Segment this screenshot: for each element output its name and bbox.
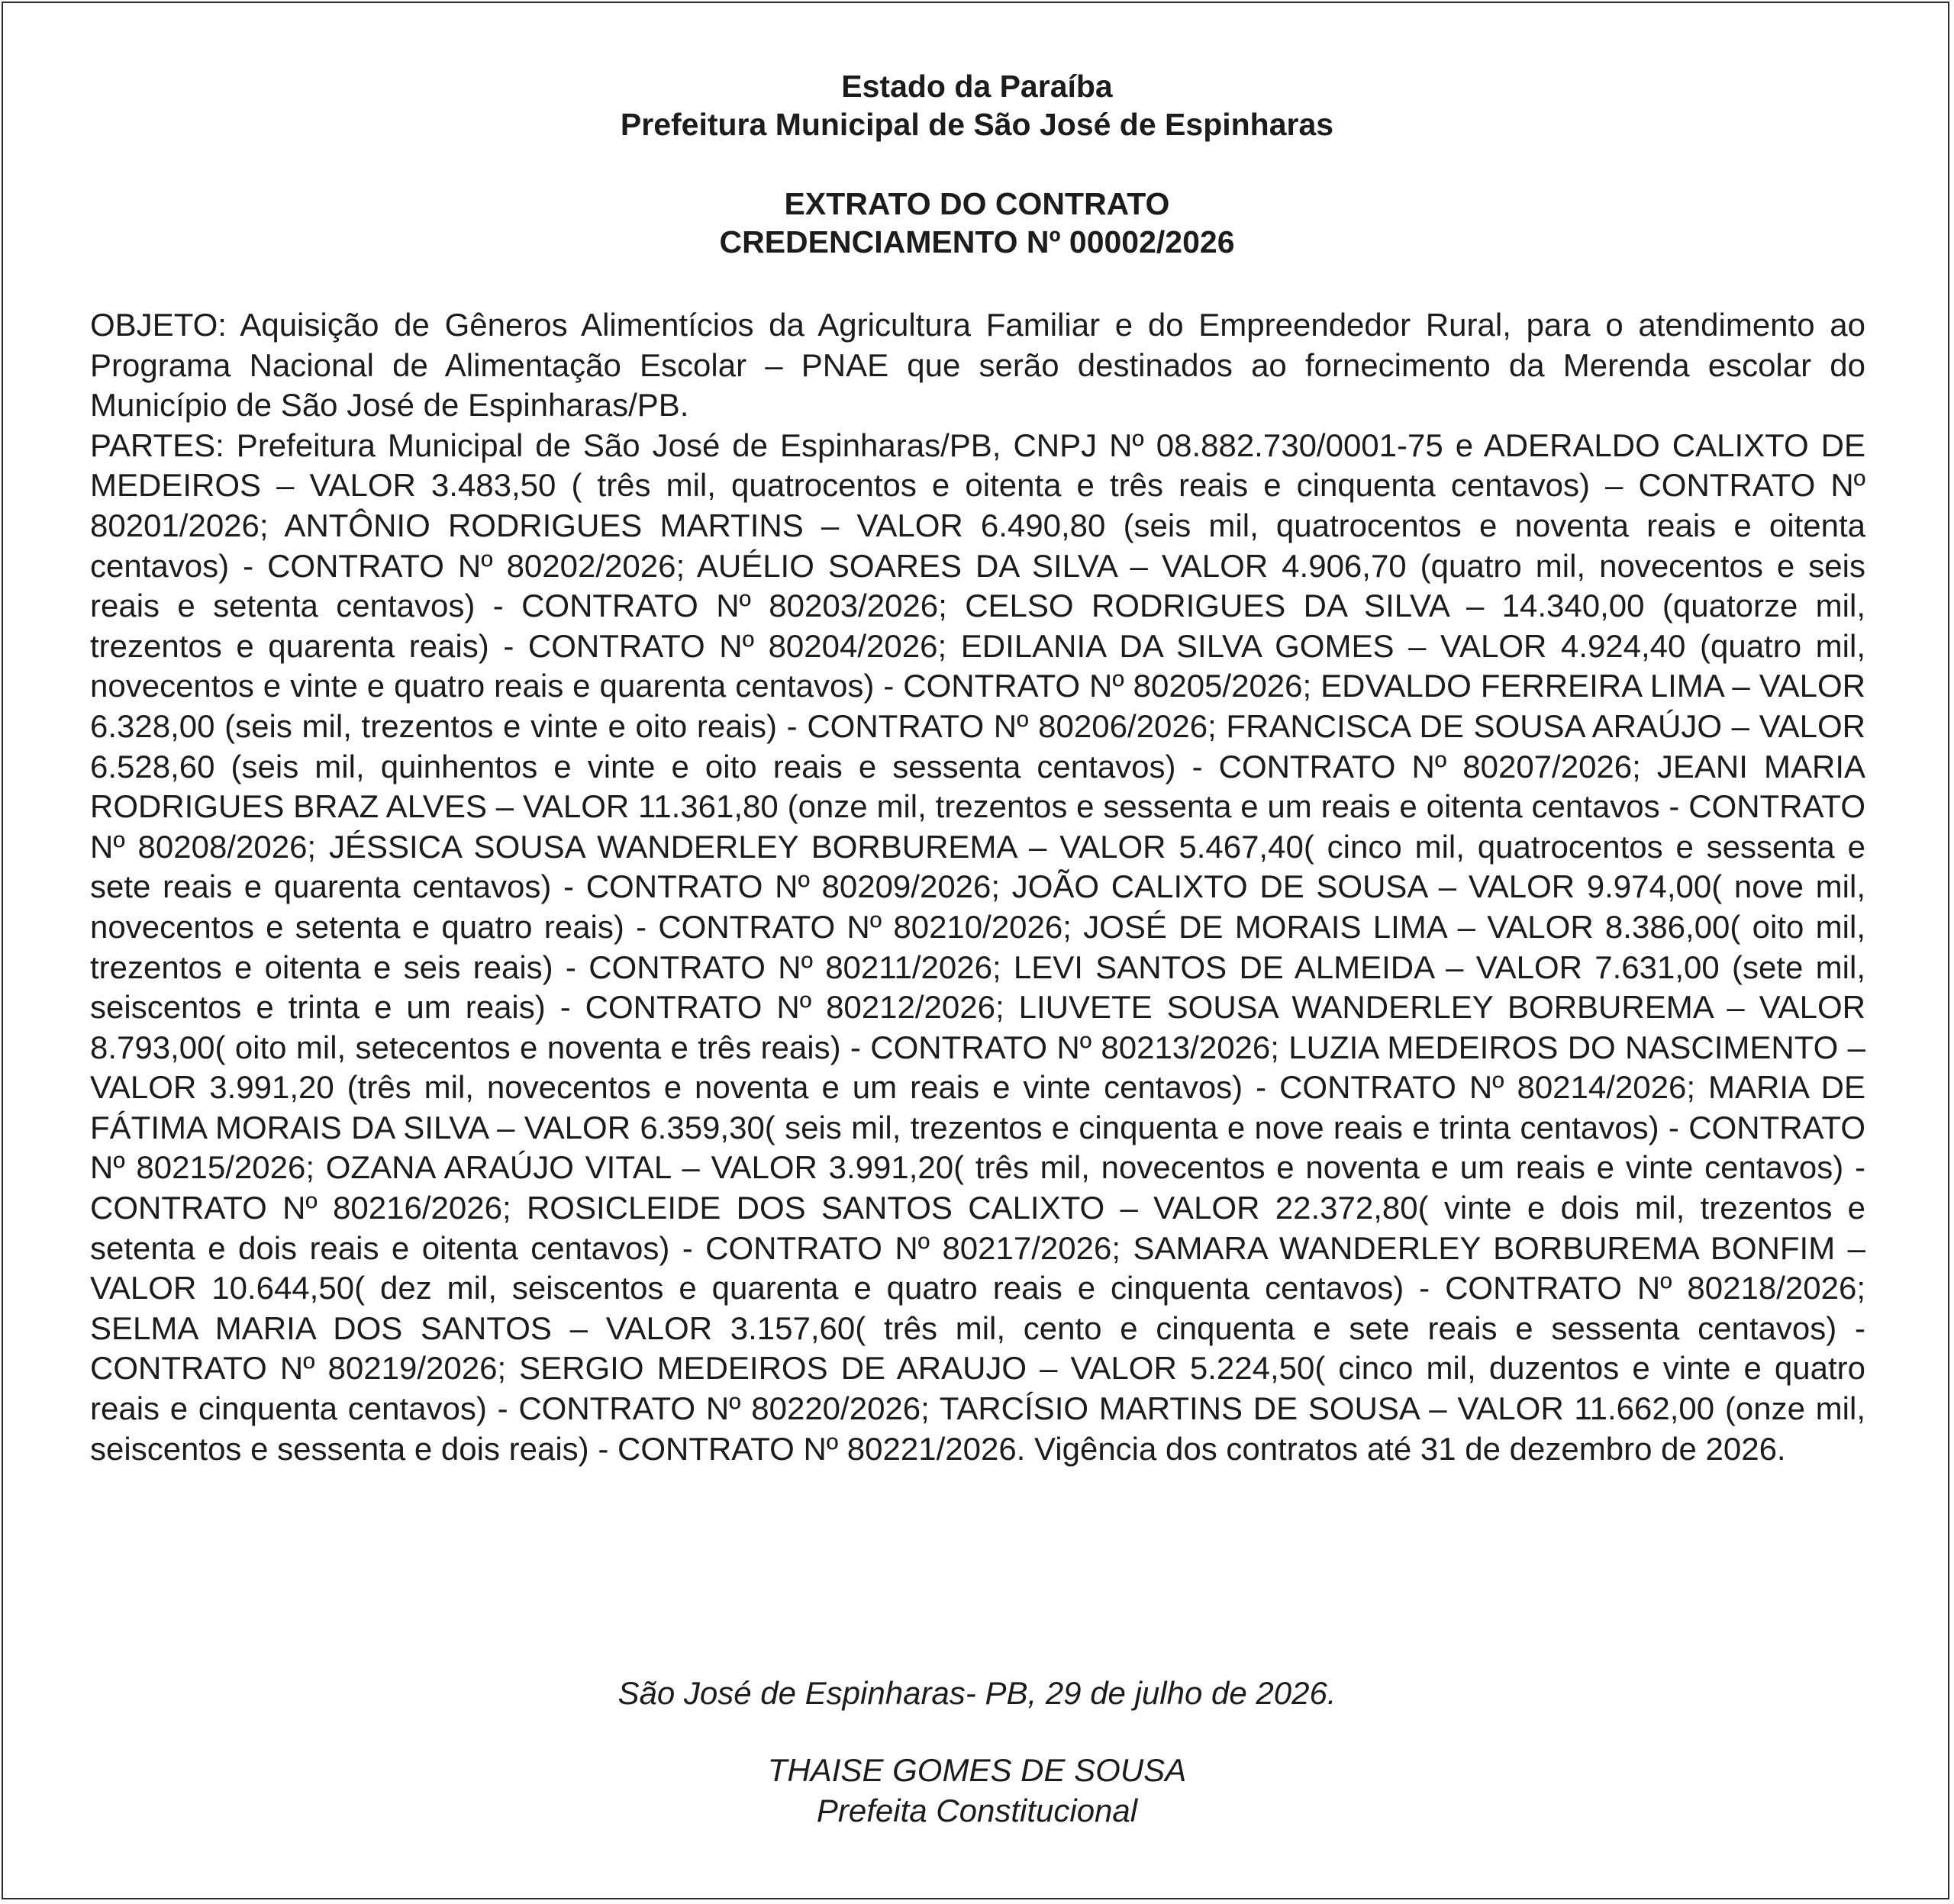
contract-body <box>90 305 1865 1469</box>
prefeitura-heading: Prefeitura Municipal de São José de Espinharas <box>620 107 1334 142</box>
credenciamento-number: CREDENCIAMENTO Nº 00002/2026 <box>719 224 1235 259</box>
objeto-paragraph: OBJETO: Aquisição de Gêneros Alimentícios da Agricultura Familiar e do Empreendedor Rural, para o atendimento ao Programa Nacional de Alimentação Escolar – PNAE que serão destinados ao fornecimento da Merenda escolar do Município de São José de Espinharas/PB. <box>90 307 1865 424</box>
partes-paragraph: PARTES: Prefeitura Municipal de São José de Espinharas/PB, CNPJ Nº 08.882.730/0001-75 e ADERALDO CALIXTO DE MEDEIROS – VALOR 3.483,50 ( três mil, quatrocentos e oitenta e três reais e cinquenta centavos) – CONTRATO Nº 80201/2026; ANTÔNIO RODRIGUES MARTINS – VALOR 6.490,80 (seis mil, quatrocentos e noventa reais e oitenta centavos) - CONTRATO Nº 80202/2026; AUÉLIO SOARES DA SILVA – VALOR 4.906,70 (quatro mil, novecentos e seis reais e setenta centavos) - CONTRATO Nº 80203/2026; CELSO RODRIGUES DA SILVA – 14.340,00 (quatorze mil, trezentos e quarenta reais) - CONTRATO Nº 80204/2026; EDILANIA DA SILVA GOMES – VALOR 4.924,40 (quatro mil, novecentos e vinte e quatro reais e quarenta centavos) - CONTRATO Nº 80205/2026; EDVALDO FERREIRA LIMA – VALOR 6.328,00 (seis mil, trezentos e vinte e oito reais) - CONTRATO Nº 80206/2026; FRANCISCA DE SOUSA ARAÚJO – VALOR 6.528,60 (seis mil, quinhentos e vinte e oito reais e sessenta centavos) - CONTRATO Nº 80207/2026; JEANI MARIA RODRIGUES BRAZ ALVES – VALOR 11.361,80 (onze mil, trezentos e sessenta e um reais e oitenta centavos - CONTRATO Nº 80208/2026; JÉSSICA SOUSA WANDERLEY BORBUREMA – VALOR 5.467,40( cinco mil, quatrocentos e sessenta e sete reais e quarenta centavos) - CONTRATO Nº 80209/2026; JOÃO CALIXTO DE SOUSA – VALOR 9.974,00( nove mil, novecentos e setenta e quatro reais) - CONTRATO Nº 80210/2026; JOSÉ DE MORAIS LIMA – VALOR 8.386,00( oito mil, trezentos e oitenta e seis reais) - CONTRATO Nº 80211/2026; LEVI SANTOS DE ALMEIDA – VALOR 7.631,00 (sete mil, seiscentos e trinta e um reais) - CONTRATO Nº 80212/2026; LIUVETE SOUSA WANDERLEY BORBUREMA – VALOR 8.793,00( oito mil, setecentos e noventa e três reais) - CONTRATO Nº 80213/2026; LUZIA MEDEIROS DO NASCIMENTO – VALOR 3.991,20 (três mil, novecentos e noventa e um reais e vinte centavos) - CONTRATO Nº 80214/2026; MARIA DE FÁTIMA MORAIS DA SILVA – VALOR 6.359,30( seis mil, trezentos e cinquenta e nove reais e trinta centavos) - CONTRATO Nº 80215/2026; OZANA ARAÚJO VITAL – VALOR 3.991,20( três mil, novecentos e noventa e um reais e vinte centavos) - CONTRATO Nº 80216/2026; ROSICLEIDE DOS SANTOS CALIXTO – VALOR 22.372,80( vinte e dois mil, trezentos e setenta e dois reais e oitenta centavos) - CONTRATO Nº 80217/2026; SAMARA WANDERLEY BORBUREMA BONFIM – VALOR 10.644,50( dez mil, seiscentos e quarenta e quatro reais e cinquenta centavos) - CONTRATO Nº 80218/2026; SELMA MARIA DOS SANTOS – VALOR 3.157,60( três mil, cento e cinquenta e sete reais e sessenta centavos) - CONTRATO Nº 80219/2026; SERGIO MEDEIROS DE ARAUJO – VALOR 5.224,50( cinco mil, duzentos e vinte e quatro reais e cinquenta centavos) - CONTRATO Nº 80220/2026; TARCÍSIO MARTINS DE SOUSA – VALOR 11.662,00 (onze mil, seiscentos e sessenta e dois reais) - CONTRATO Nº 80221/2026. Vigência dos contratos até 31 de dezembro de 2026. <box>90 427 1865 1467</box>
state-heading: Estado da Paraíba <box>841 69 1113 104</box>
date-line: São José de Espinharas- PB, 29 de julho de 2026. <box>617 1675 1337 1711</box>
signer-title: Prefeita Constitucional <box>816 1793 1138 1828</box>
signer-name: THAISE GOMES DE SOUSA <box>767 1752 1187 1788</box>
extrato-title: EXTRATO DO CONTRATO <box>784 186 1170 221</box>
